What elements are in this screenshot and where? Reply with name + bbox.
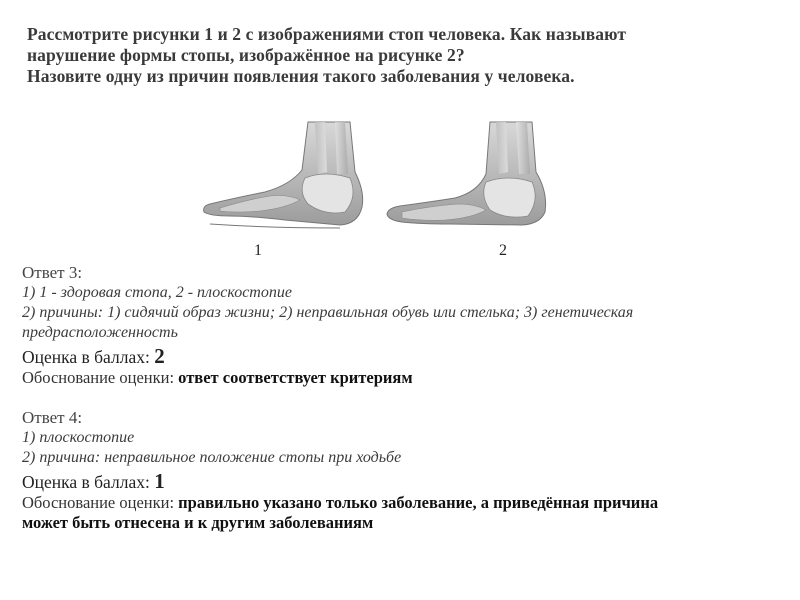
feet-illustration — [190, 112, 580, 267]
answer-4-header: Ответ 4: — [22, 408, 83, 427]
answer-3-line-2: 2) причины: 1) сидячий образ жизни; 2) неправильная обувь или стелька; 3) генетическая — [22, 304, 634, 321]
figure-label-2: 2 — [499, 242, 507, 259]
answer-4-reason — [22, 493, 792, 513]
answer-4-reason-cont — [22, 513, 792, 533]
healthy-foot-image — [204, 122, 363, 228]
answer-3-score-label: Оценка в баллах: — [22, 347, 155, 367]
answer-4-score-value: 1 — [154, 469, 165, 493]
question-text — [27, 24, 777, 87]
question-line-3: Назовите одну из причин появления такого заболевания у человека. — [27, 66, 575, 86]
answer-3-line-3: предрасположенность — [22, 324, 178, 341]
answer-3-line-1: 1) 1 - здоровая стопа, 2 - плоскостопие — [22, 284, 292, 301]
answer-4-line-2: 2) причина: неправильное положение стопы при ходьбе — [22, 449, 402, 466]
answer-3-reason — [22, 368, 792, 388]
question-line-2: нарушение формы стопы, изображённое на рисунке 2? — [27, 45, 465, 65]
answer-3-reason-text: ответ соответствует критериям — [178, 368, 413, 387]
answer-4-line-1: 1) плоскостопие — [22, 429, 135, 446]
feet-figure — [190, 112, 580, 267]
figure-label-1: 1 — [254, 242, 262, 259]
answer-3-score-value: 2 — [154, 344, 165, 368]
answer-3 — [22, 263, 792, 388]
flat-foot-image — [387, 122, 546, 225]
answer-4-reason-label: Обоснование оценки: — [22, 493, 179, 512]
answer-3-score — [22, 345, 792, 368]
answer-4-reason-text-1: правильно указано только заболевание, а приведённая причина — [178, 493, 659, 512]
question-line-1: Рассмотрите рисунки 1 и 2 с изображениями стоп человека. Как называют — [27, 24, 627, 44]
answer-4 — [22, 408, 792, 533]
answer-4-score — [22, 470, 792, 493]
answer-4-score-label: Оценка в баллах: — [22, 472, 155, 492]
answer-4-reason-text-2: может быть отнесена и к другим заболеваниям — [22, 513, 374, 532]
answers-section — [22, 263, 792, 533]
answer-3-header: Ответ 3: — [22, 263, 83, 282]
answer-3-reason-label: Обоснование оценки: — [22, 368, 179, 387]
